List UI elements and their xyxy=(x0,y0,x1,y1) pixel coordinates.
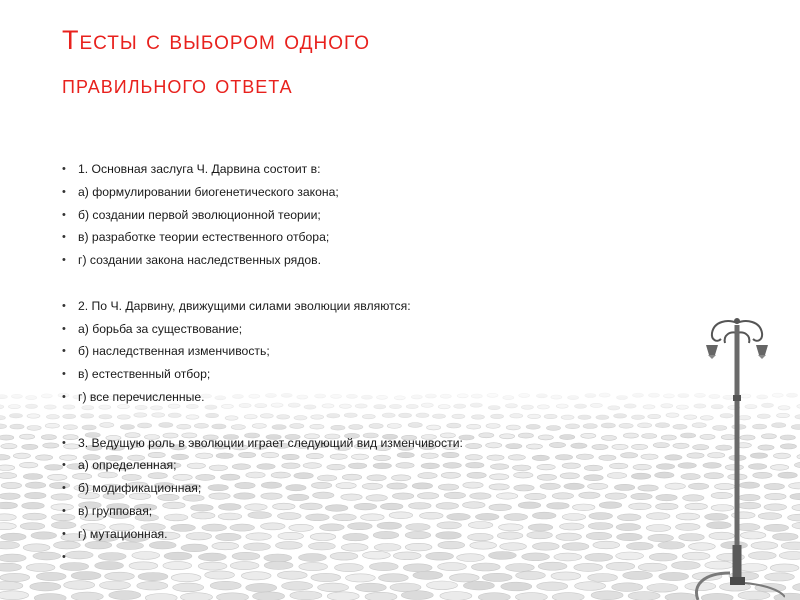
cobblestone xyxy=(440,592,472,600)
cobblestone xyxy=(0,554,26,562)
bullet-icon: • xyxy=(62,482,66,495)
option-item xyxy=(60,181,620,204)
option-text: в) разработке теории естественного отбора; xyxy=(78,230,330,245)
cobblestone xyxy=(327,592,359,600)
cobblestone xyxy=(626,542,653,550)
cobblestone xyxy=(656,494,677,500)
cobblestone xyxy=(673,443,689,448)
cobblestone xyxy=(788,514,800,521)
option-text: в) естественный отбор; xyxy=(78,367,211,382)
cobblestone xyxy=(794,462,800,468)
bullet-icon: • xyxy=(62,322,66,335)
cobblestone xyxy=(71,592,103,600)
cobblestone xyxy=(23,474,42,480)
cobblestone xyxy=(617,514,641,521)
cobblestone xyxy=(656,503,679,510)
cobblestone xyxy=(633,464,651,470)
cobblestone xyxy=(318,583,349,592)
option-text: г) все перечисленные. xyxy=(78,389,205,404)
cobblestone xyxy=(0,573,30,581)
cobblestone xyxy=(0,523,16,530)
cobblestone xyxy=(591,591,623,600)
cobblestone xyxy=(36,455,53,460)
cobblestone xyxy=(277,571,307,579)
cobblestone xyxy=(629,503,652,510)
cobblestone xyxy=(20,462,38,468)
option-text: а) определенная; xyxy=(78,458,177,473)
bullet-icon: • xyxy=(62,231,66,244)
cobblestone xyxy=(501,582,532,591)
cobblestone xyxy=(282,582,313,591)
cobblestone xyxy=(646,513,670,520)
cobblestone xyxy=(632,444,648,449)
cobblestone xyxy=(210,581,241,590)
bullet-icon: • xyxy=(62,550,66,563)
cobblestone xyxy=(22,502,45,509)
title-line-2: правильного ответа xyxy=(62,69,293,99)
option-item xyxy=(60,204,620,227)
bullet-icon: • xyxy=(62,504,66,517)
cobblestone xyxy=(365,592,397,600)
cobblestone xyxy=(0,465,15,471)
cobblestone xyxy=(109,591,141,600)
cobblestone xyxy=(478,593,510,600)
cobblestone xyxy=(25,482,45,488)
bullet-icon: • xyxy=(62,254,66,267)
option-text: б) создании первой эволюционной теории; xyxy=(78,207,321,222)
cobblestone xyxy=(346,574,376,582)
slide-title xyxy=(62,18,622,106)
cobblestone xyxy=(646,525,671,532)
option-text: г) создании закона наследственных рядов. xyxy=(78,253,322,268)
option-item xyxy=(60,226,620,249)
cobblestone xyxy=(0,514,16,521)
cobblestone xyxy=(427,581,458,590)
option-item xyxy=(60,386,620,409)
cobblestone xyxy=(789,483,800,489)
cobblestone xyxy=(173,583,204,592)
cobblestone xyxy=(379,574,409,582)
option-text: а) борьба за существование; xyxy=(78,321,243,336)
cobblestone xyxy=(665,483,685,489)
title-line-1: Тесты с выбором одного xyxy=(62,25,371,55)
option-item xyxy=(60,523,620,546)
cobblestone xyxy=(647,584,678,593)
cobblestone xyxy=(0,541,19,549)
question-2 xyxy=(60,295,620,318)
cobblestone xyxy=(138,573,168,581)
cobblestone xyxy=(71,572,101,580)
cobblestone xyxy=(100,581,131,590)
cobblestone xyxy=(552,593,584,600)
cobblestone xyxy=(246,583,277,592)
cobblestone xyxy=(205,571,235,579)
cobblestone xyxy=(43,443,59,448)
cobblestone xyxy=(311,573,341,581)
cobblestone xyxy=(145,594,177,600)
cobblestone xyxy=(792,522,800,529)
street-lamp-icon xyxy=(690,315,785,600)
question-list xyxy=(60,158,620,568)
empty-item xyxy=(60,546,620,569)
cobblestone xyxy=(36,572,66,580)
cobblestone xyxy=(30,582,61,591)
bullet-icon: • xyxy=(62,163,66,175)
bullet-icon: • xyxy=(62,345,66,358)
cobblestone xyxy=(516,571,546,579)
cobblestone xyxy=(649,553,677,561)
cobblestone xyxy=(638,563,667,571)
option-item xyxy=(60,318,620,341)
question-text: 2. По Ч. Дарвину, движущими силами эволюции являются: xyxy=(78,298,411,313)
cobblestone xyxy=(515,593,547,600)
cobblestone xyxy=(0,455,10,460)
option-text: г) мутационная. xyxy=(78,526,168,541)
cobblestone xyxy=(34,594,66,600)
option-text: в) групповая; xyxy=(78,503,153,518)
cobblestone xyxy=(0,591,29,600)
cobblestone xyxy=(631,473,650,479)
cobblestone xyxy=(665,455,682,460)
cobblestone xyxy=(105,572,135,580)
cobblestone xyxy=(241,572,271,580)
cobblestone xyxy=(217,593,249,600)
bullet-icon: • xyxy=(62,299,66,312)
cobblestone xyxy=(23,513,47,520)
option-item xyxy=(60,363,620,386)
cobblestone xyxy=(463,581,494,590)
cobblestone xyxy=(0,502,18,509)
cobblestone xyxy=(575,582,606,591)
cobblestone xyxy=(623,571,653,579)
cobblestone xyxy=(658,542,685,550)
cobblestone xyxy=(551,572,581,580)
cobblestone xyxy=(790,493,800,499)
question-1 xyxy=(60,158,620,181)
cobblestone xyxy=(0,563,21,571)
cobblestone xyxy=(641,454,658,459)
bullet-icon: • xyxy=(62,527,66,540)
cobblestone xyxy=(617,533,643,540)
cobblestone xyxy=(482,573,512,581)
cobblestone xyxy=(656,464,674,470)
cobblestone xyxy=(621,453,638,458)
cobblestone xyxy=(33,552,61,560)
option-item xyxy=(60,500,620,523)
option-item xyxy=(60,454,620,477)
option-item xyxy=(60,477,620,500)
option-text: а) формулировании биогенетического закона; xyxy=(78,184,339,199)
bullet-icon: • xyxy=(62,459,66,472)
option-item xyxy=(60,249,620,272)
question-text: 3. Ведущую роль в эволюции играет следующий вид изменчивости: xyxy=(78,435,463,450)
option-text: б) модификационная; xyxy=(78,481,202,496)
cobblestone xyxy=(792,504,800,511)
cobblestone xyxy=(290,591,322,600)
cobblestone xyxy=(638,485,658,491)
cobblestone xyxy=(25,492,46,498)
cobblestone xyxy=(23,544,50,552)
bullet-icon: • xyxy=(62,185,66,198)
cobblestone xyxy=(648,534,674,541)
option-item xyxy=(60,340,620,363)
cobblestone xyxy=(31,532,57,539)
cobblestone xyxy=(0,473,17,479)
cobblestone xyxy=(588,574,618,582)
cobblestone xyxy=(22,444,38,449)
option-text: б) наследственная изменчивость; xyxy=(78,344,270,359)
cobblestone xyxy=(137,581,168,590)
spacer xyxy=(60,272,620,295)
cobblestone xyxy=(449,574,479,582)
cobblestone xyxy=(1,482,21,488)
cobblestone xyxy=(0,581,23,590)
cobblestone xyxy=(793,583,800,592)
cobblestone xyxy=(401,591,433,600)
cobblestone xyxy=(26,564,55,572)
cobblestone xyxy=(390,583,421,592)
question-3 xyxy=(60,432,620,455)
cobblestone xyxy=(13,453,30,458)
cobblestone xyxy=(64,581,95,590)
cobblestone xyxy=(181,593,213,600)
cobblestone xyxy=(628,592,660,600)
bullet-icon: • xyxy=(62,390,66,403)
bullet-icon: • xyxy=(62,436,66,449)
cobblestone xyxy=(0,493,20,499)
bullet-icon: • xyxy=(62,368,66,381)
cobblestone xyxy=(653,443,669,448)
cobblestone xyxy=(537,582,568,591)
cobblestone xyxy=(20,523,45,530)
cobblestone xyxy=(655,472,674,478)
cobblestone xyxy=(659,572,689,580)
cobblestone xyxy=(631,493,652,499)
cobblestone xyxy=(1,533,27,540)
cobblestone xyxy=(612,583,643,592)
cobblestone xyxy=(1,444,17,449)
spacer xyxy=(60,409,620,432)
cobblestone xyxy=(413,571,443,579)
cobblestone xyxy=(355,583,386,592)
question-text: 1. Основная заслуга Ч. Дарвина состоит в: xyxy=(78,162,321,176)
bullet-icon: • xyxy=(62,208,66,221)
cobblestone xyxy=(253,592,285,600)
cobblestone xyxy=(171,574,201,582)
